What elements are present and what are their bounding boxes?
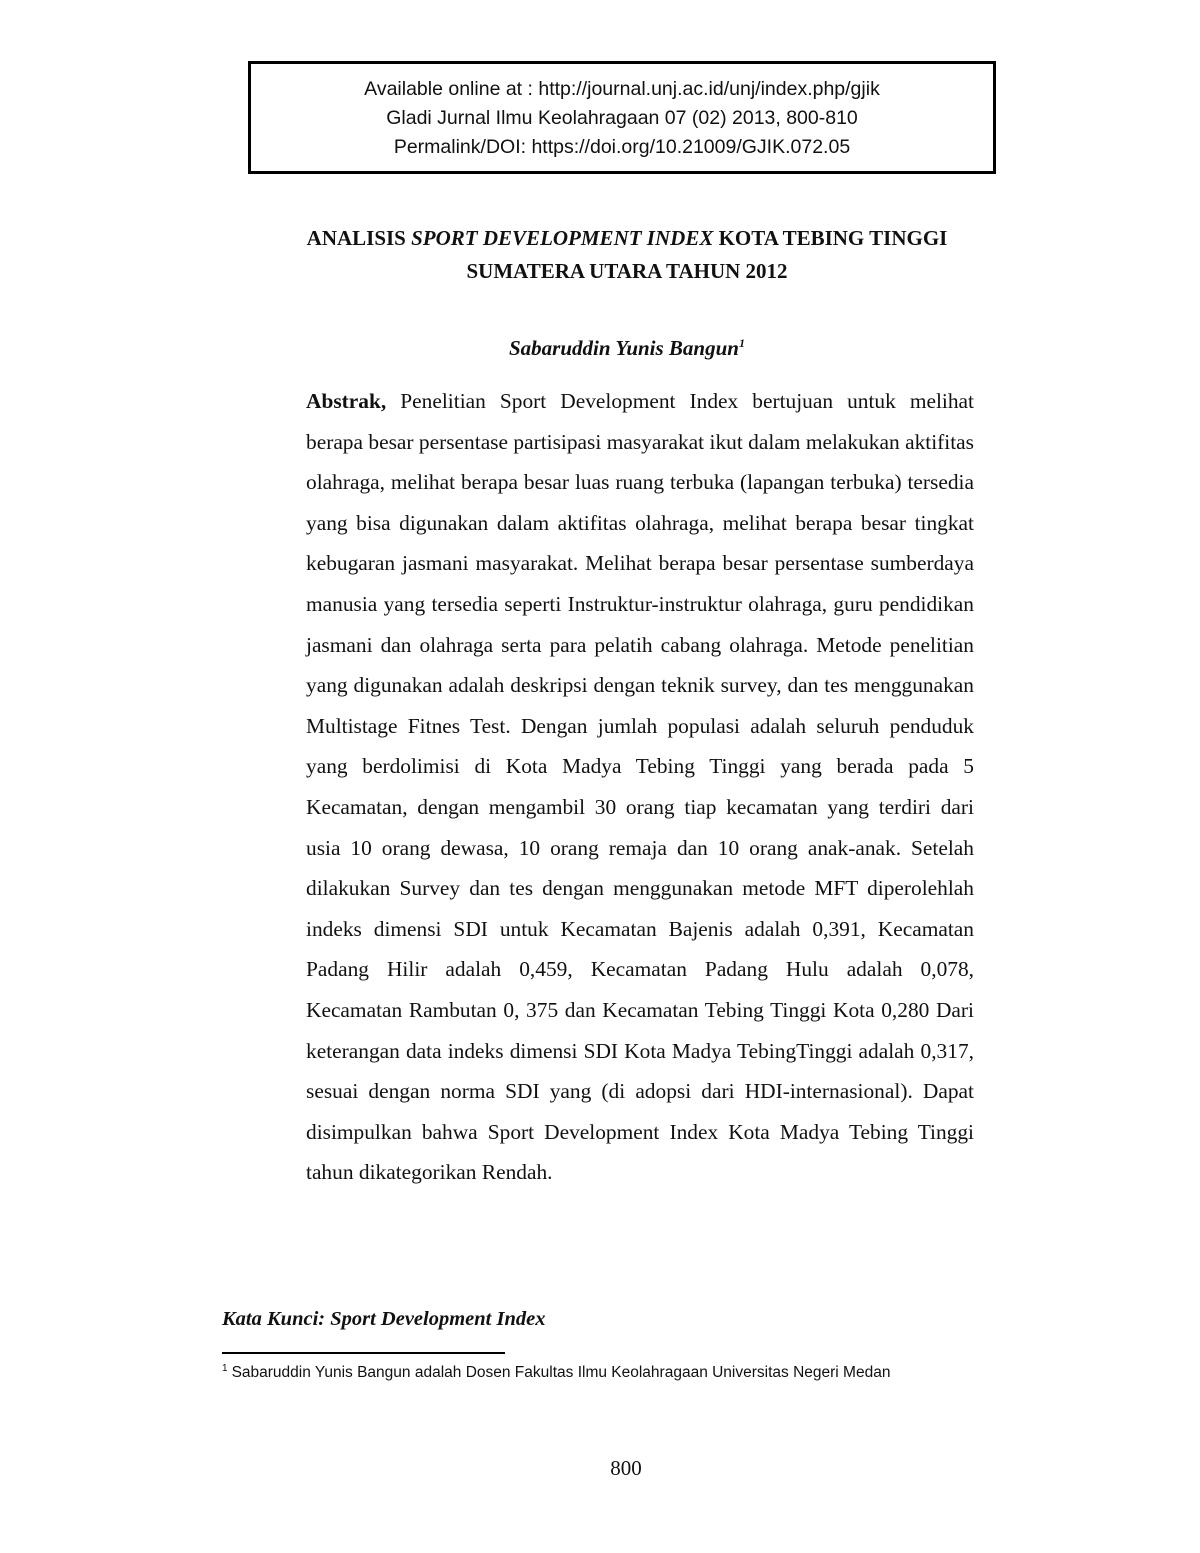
abstract-label: Abstrak, [306, 389, 387, 413]
author-footnote-marker: 1 [738, 336, 745, 350]
abstract [306, 381, 974, 1193]
availability-line: Available online at : http://journal.unj.ac.id/unj/index.php/gjik [364, 78, 880, 100]
page-number: 800 [610, 1456, 642, 1480]
footnote-separator [222, 1352, 505, 1354]
title-prefix: ANALISIS [306, 226, 412, 250]
author-line [200, 334, 1054, 362]
author-name: Sabaruddin Yunis Bangun [509, 336, 739, 360]
article-title [200, 222, 1054, 288]
footnote-marker: 1 [222, 1362, 228, 1374]
title-line-1 [200, 222, 1054, 255]
footnote-text: Sabaruddin Yunis Bangun adalah Dosen Fakultas Ilmu Keolahragaan Universitas Negeri Medan [231, 1364, 891, 1381]
title-line-2: SUMATERA UTARA TAHUN 2012 [466, 259, 788, 283]
footnote [222, 1361, 890, 1385]
journal-citation-line: Gladi Jurnal Ilmu Keolahragaan 07 (02) 2013, 800-810 [386, 107, 858, 129]
title-italic-term: SPORT DEVELOPMENT INDEX [411, 226, 714, 250]
journal-info-box [248, 61, 996, 174]
title-suffix: KOTA TEBING TINGGI [713, 226, 948, 250]
abstract-text: Penelitian Sport Development Index bertujuan untuk melihat berapa besar persentase partisipasi masyarakat ikut dalam melakukan aktifitas olahraga, melihat berapa besar luas ruang terbuka (lapangan terbuka) tersedia yang bisa digunakan dalam aktifitas olahraga, melihat berapa besar tingkat kebugaran jasmani masyarakat. Melihat berapa besar persentase sumberdaya manusia yang tersedia seperti Instruktur-instruktur olahraga, guru pendidikan jasmani dan olahraga serta para pelatih cabang olahraga. Metode penelitian yang digunakan adalah deskripsi dengan teknik survey, dan tes menggunakan Multistage Fitnes Test. Dengan jumlah populasi adalah seluruh penduduk yang berdolimisi di Kota Madya Tebing Tinggi yang berada pada 5 Kecamatan, dengan mengambil 30 orang tiap kecamatan yang terdiri dari usia 10 orang dewasa, 10 orang remaja dan 10 orang anak-anak. Setelah dilakukan Survey dan tes dengan menggunakan metode MFT diperolehlah indeks dimensi SDI untuk Kecamatan Bajenis adalah 0,391, Kecamatan Padang Hilir adalah 0,459, Kecamatan Padang Hulu adalah 0,078, Kecamatan Rambutan 0, 375 dan Kecamatan Tebing Tinggi Kota 0,280 Dari keterangan data indeks dimensi SDI Kota Madya TebingTinggi adalah 0,317, sesuai dengan norma SDI yang (di adopsi dari HDI-internasional). Dapat disimpulkan bahwa Sport Development Index Kota Madya Tebing Tinggi tahun dikategorikan Rendah. [306, 389, 974, 1185]
keywords: Kata Kunci: Sport Development Index [222, 1308, 546, 1330]
doi-line: Permalink/DOI: https://doi.org/10.21009/GJIK.072.05 [393, 136, 851, 158]
